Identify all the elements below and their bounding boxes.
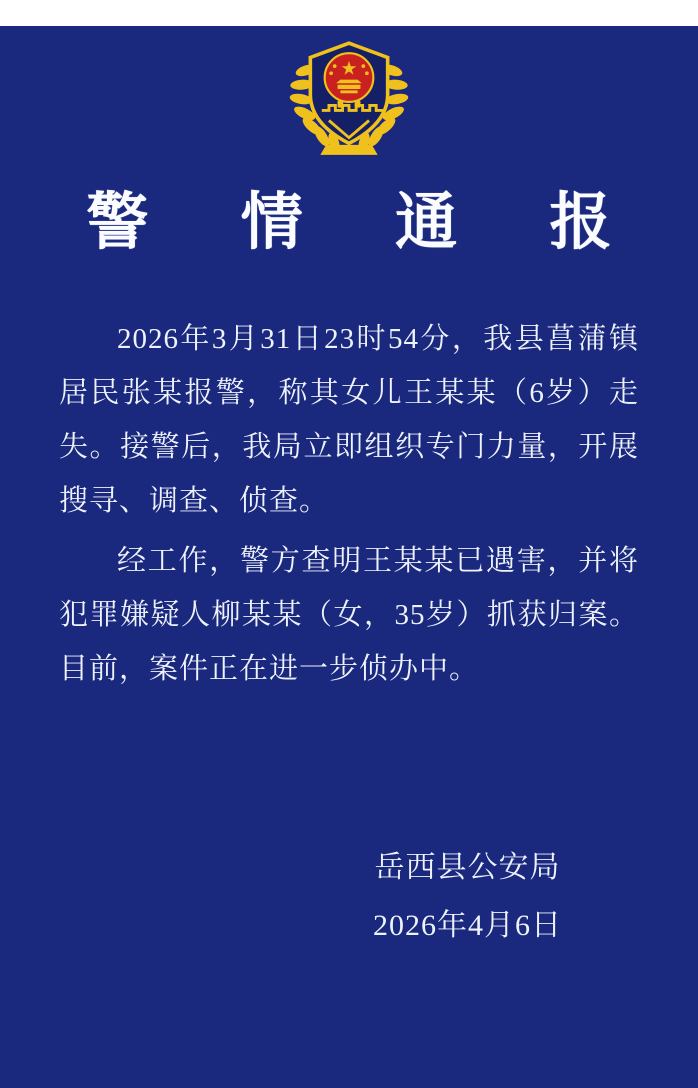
signature-block — [373, 852, 562, 942]
notice-body — [59, 312, 639, 696]
issuing-authority: 岳西县公安局 — [374, 851, 561, 884]
notice-title — [0, 184, 698, 262]
police-notice-poster — [0, 26, 698, 1088]
notice-paragraph-1: 2026年3月31日23时54分，我县菖蒲镇居民张某报警，称其女儿王某某（6岁）走失。接警后，我局立即组织专门力量，开展搜寻、调查、侦查。 — [59, 323, 639, 517]
notice-paragraph-2: 经工作，警方查明王某某已遇害，并将犯罪嫌疑人柳某某（女，35岁）抓获归案。目前，案件正在进一步侦办中。 — [59, 545, 639, 685]
notice-title-text: 警 情 通 报 — [86, 189, 651, 257]
police-badge-icon — [275, 26, 423, 162]
issue-date: 2026年4月6日 — [373, 909, 562, 942]
